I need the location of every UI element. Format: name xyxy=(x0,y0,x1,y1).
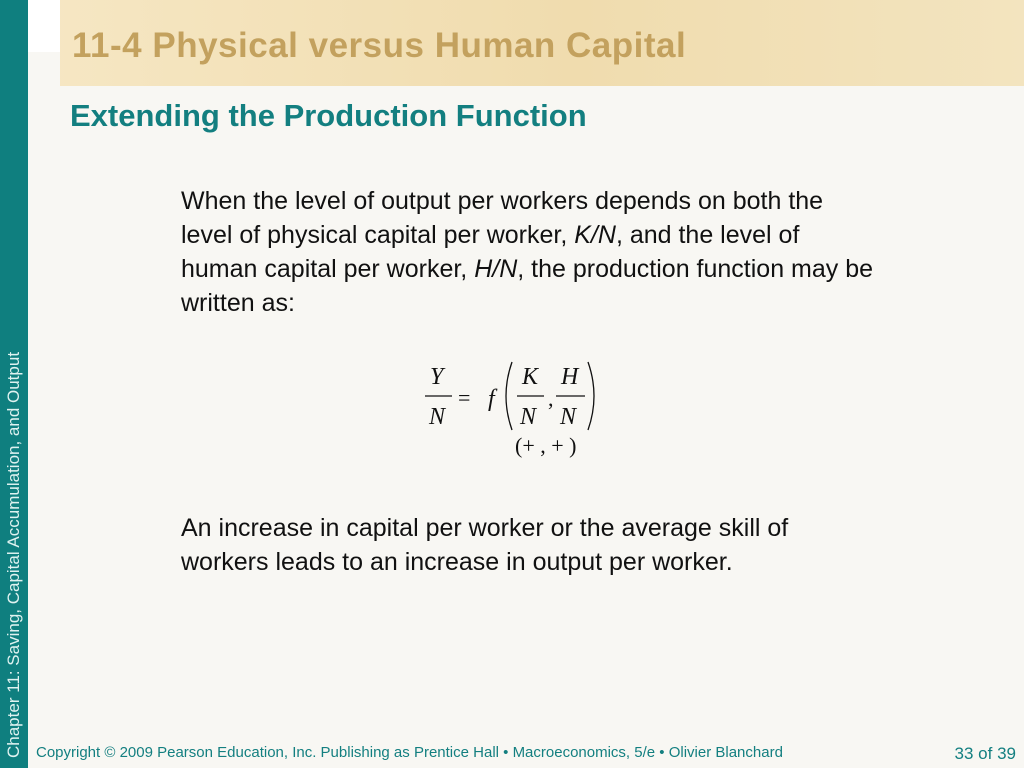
production-function-equation xyxy=(420,356,620,466)
hn-term: H/N xyxy=(474,255,518,283)
eq-n3: N xyxy=(560,404,577,430)
eq-n2: N xyxy=(520,404,537,430)
page-number: 33 of 39 xyxy=(954,744,1016,763)
intro-paragraph xyxy=(181,184,881,320)
corner-accent xyxy=(28,0,60,52)
conclusion-paragraph: An increase in capital per worker or the average skill of workers leads to an increase in output per worker. xyxy=(181,514,789,576)
copyright-text: Copyright © 2009 Pearson Education, Inc. Publishing as Prentice Hall • Macroeconomics, 5/e • Olivier Blanchard xyxy=(36,744,783,761)
title-bar-notch xyxy=(28,52,60,86)
footer xyxy=(36,744,1016,764)
intro-text-1: When the level of output per workers depends on both the level of physical capital per worker, xyxy=(181,187,824,249)
eq-signs: (+ , + ) xyxy=(515,433,577,458)
kn-term: K/N xyxy=(574,221,616,249)
slide-title: 11-4 Physical versus Human Capital xyxy=(72,26,687,65)
eq-n1: N xyxy=(429,404,446,430)
eq-equals: = xyxy=(458,385,471,410)
eq-left-paren xyxy=(506,362,512,430)
eq-k: K xyxy=(522,364,539,390)
eq-right-paren xyxy=(588,362,594,430)
intro-text-2: , and the level of human capital per worker, xyxy=(181,221,800,283)
eq-h: H xyxy=(561,364,579,390)
slide-subtitle: Extending the Production Function xyxy=(70,98,587,133)
eq-y: Y xyxy=(430,364,444,390)
intro-text-3: , the production function may be written as: xyxy=(181,255,874,317)
chapter-label: Chapter 11: Saving, Capital Accumulation, and Output xyxy=(4,351,23,758)
eq-comma: , xyxy=(548,386,554,411)
chapter-sidebar xyxy=(0,0,28,768)
eq-f: f xyxy=(488,386,495,412)
